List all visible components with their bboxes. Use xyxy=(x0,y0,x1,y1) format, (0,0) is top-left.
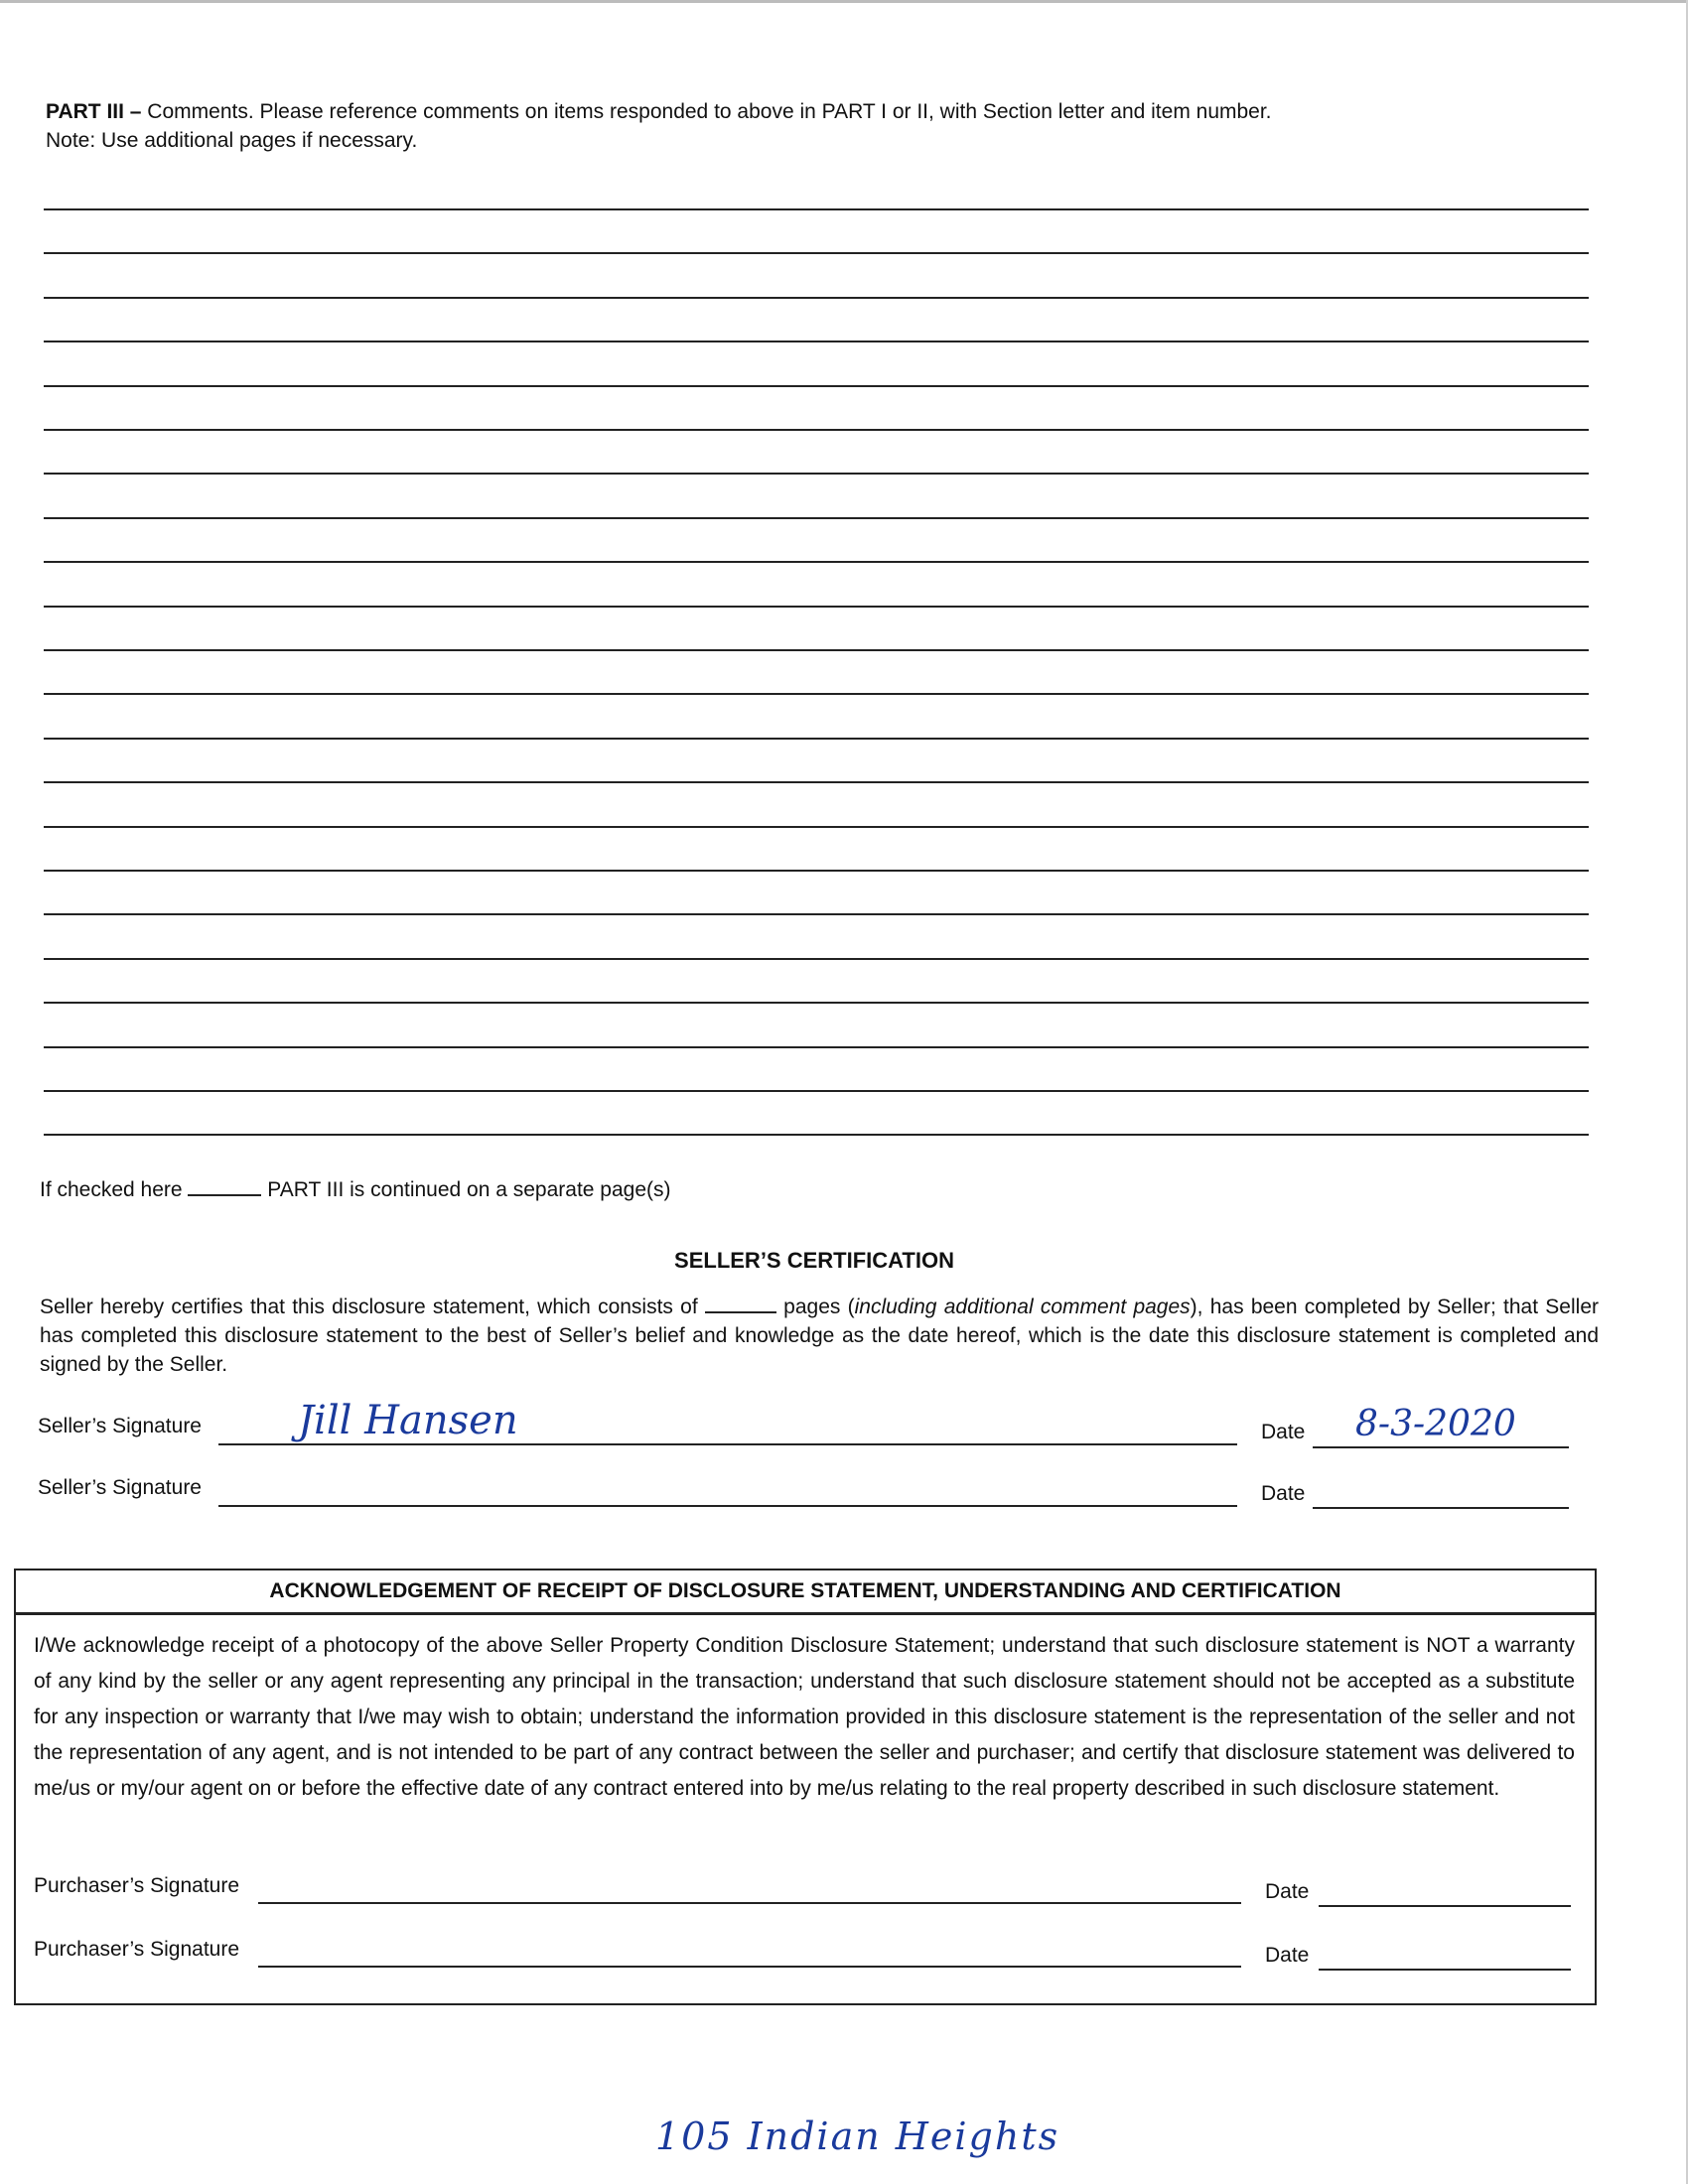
continued-suffix: PART III is continued on a separate page(s) xyxy=(261,1178,671,1201)
part3-instructions xyxy=(46,97,1595,155)
acknowledgement-heading: ACKNOWLEDGEMENT OF RECEIPT OF DISCLOSURE STATEMENT, UNDERSTANDING AND CERTIFICATION xyxy=(16,1570,1595,1615)
comment-line[interactable] xyxy=(44,297,1589,299)
purchaser-date-label-2: Date xyxy=(1265,1944,1310,1967)
comment-line[interactable] xyxy=(44,385,1589,387)
comment-line[interactable] xyxy=(44,1134,1589,1136)
acknowledgement-text: I/We acknowledge receipt of a photocopy of the above Seller Property Condition Disclosure Statement; understand that such disclosure statement is NOT a warranty of any kind by the seller or any agent representing any principal in the transaction; understand that such disclosure statement should not be accepted as a substitute for any inspection or warranty that I/we may wish to obtain; understand the information provided in this disclosure statement is the representation of the seller and not the representation of any agent, and is not intended to be part of any contract between the seller and purchaser; and certify that disclosure statement was delivered to me/us or my/our agent on or before the effective date of any contract entered into by me/us relating to the real property described in such disclosure statement. xyxy=(34,1634,1575,1800)
seller-date-line-1[interactable] xyxy=(1313,1446,1569,1448)
purchaser-signature-line-2[interactable] xyxy=(258,1966,1241,1968)
continued-row xyxy=(40,1176,671,1202)
comment-line[interactable] xyxy=(44,1090,1589,1092)
comment-line[interactable] xyxy=(44,341,1589,342)
cert-text-italic: including additional comment pages xyxy=(854,1296,1191,1318)
cert-text-a: Seller hereby certifies that this disclosure statement, which consists of xyxy=(40,1296,705,1318)
seller-signature-label-2: Seller’s Signature xyxy=(38,1476,202,1499)
comment-line[interactable] xyxy=(44,561,1589,563)
part3-label: PART III – xyxy=(46,100,142,123)
seller-certification-heading: SELLER’S CERTIFICATION xyxy=(674,1248,954,1273)
seller-certification-text xyxy=(40,1293,1599,1379)
continued-prefix: If checked here xyxy=(40,1178,183,1201)
comment-line[interactable] xyxy=(44,826,1589,828)
seller-signature-label-1: Seller’s Signature xyxy=(38,1415,202,1437)
seller-signature-line-2[interactable] xyxy=(218,1505,1237,1507)
page-count-blank[interactable] xyxy=(705,1294,776,1313)
part3-note: Note: Use additional pages if necessary. xyxy=(46,129,418,152)
comment-line[interactable] xyxy=(44,606,1589,608)
comment-line[interactable] xyxy=(44,649,1589,651)
acknowledgement-box xyxy=(14,1569,1597,2005)
comment-line[interactable] xyxy=(44,1002,1589,1004)
purchaser-signature-label-1: Purchaser’s Signature xyxy=(34,1874,240,1897)
purchaser-signature-line-1[interactable] xyxy=(258,1902,1241,1904)
seller-date-label-1: Date xyxy=(1261,1421,1306,1443)
comment-line[interactable] xyxy=(44,473,1589,475)
purchaser-signature-label-2: Purchaser’s Signature xyxy=(34,1938,240,1961)
cert-text-b: pages ( xyxy=(775,1296,855,1318)
comment-line[interactable] xyxy=(44,693,1589,695)
seller-date-label-2: Date xyxy=(1261,1482,1306,1505)
part3-text: Comments. Please reference comments on items responded to above in PART I or II, with Section letter and item number. xyxy=(141,100,1272,123)
scan-edge-top xyxy=(0,0,1688,3)
comment-line[interactable] xyxy=(44,517,1589,519)
comment-line[interactable] xyxy=(44,738,1589,740)
comment-line[interactable] xyxy=(44,429,1589,431)
purchaser-date-label-1: Date xyxy=(1265,1880,1310,1903)
purchaser-date-line-2[interactable] xyxy=(1319,1969,1571,1971)
comment-line[interactable] xyxy=(44,252,1589,254)
comment-line[interactable] xyxy=(44,781,1589,783)
comment-line[interactable] xyxy=(44,1046,1589,1048)
purchaser-date-line-1[interactable] xyxy=(1319,1905,1571,1907)
comment-line[interactable] xyxy=(44,208,1589,210)
comment-line[interactable] xyxy=(44,870,1589,872)
comment-line[interactable] xyxy=(44,913,1589,915)
continued-checkbox-blank[interactable] xyxy=(188,1176,261,1196)
seller-signature-1: Jill Hansen xyxy=(298,1398,518,1443)
seller-signature-line-1[interactable] xyxy=(218,1443,1237,1445)
handwritten-address: 105 Indian Heights xyxy=(655,2115,1060,2158)
cert-text-c: ), has been completed by Seller; that Seller has completed this disclosure statement to the best of Seller’s belief and knowledge as the date hereof, which is the date this disclosure statement is completed and signed by the Seller. xyxy=(40,1296,1599,1376)
comment-line[interactable] xyxy=(44,958,1589,960)
seller-date-line-2[interactable] xyxy=(1313,1507,1569,1509)
seller-date-1: 8-3-2020 xyxy=(1355,1404,1516,1444)
